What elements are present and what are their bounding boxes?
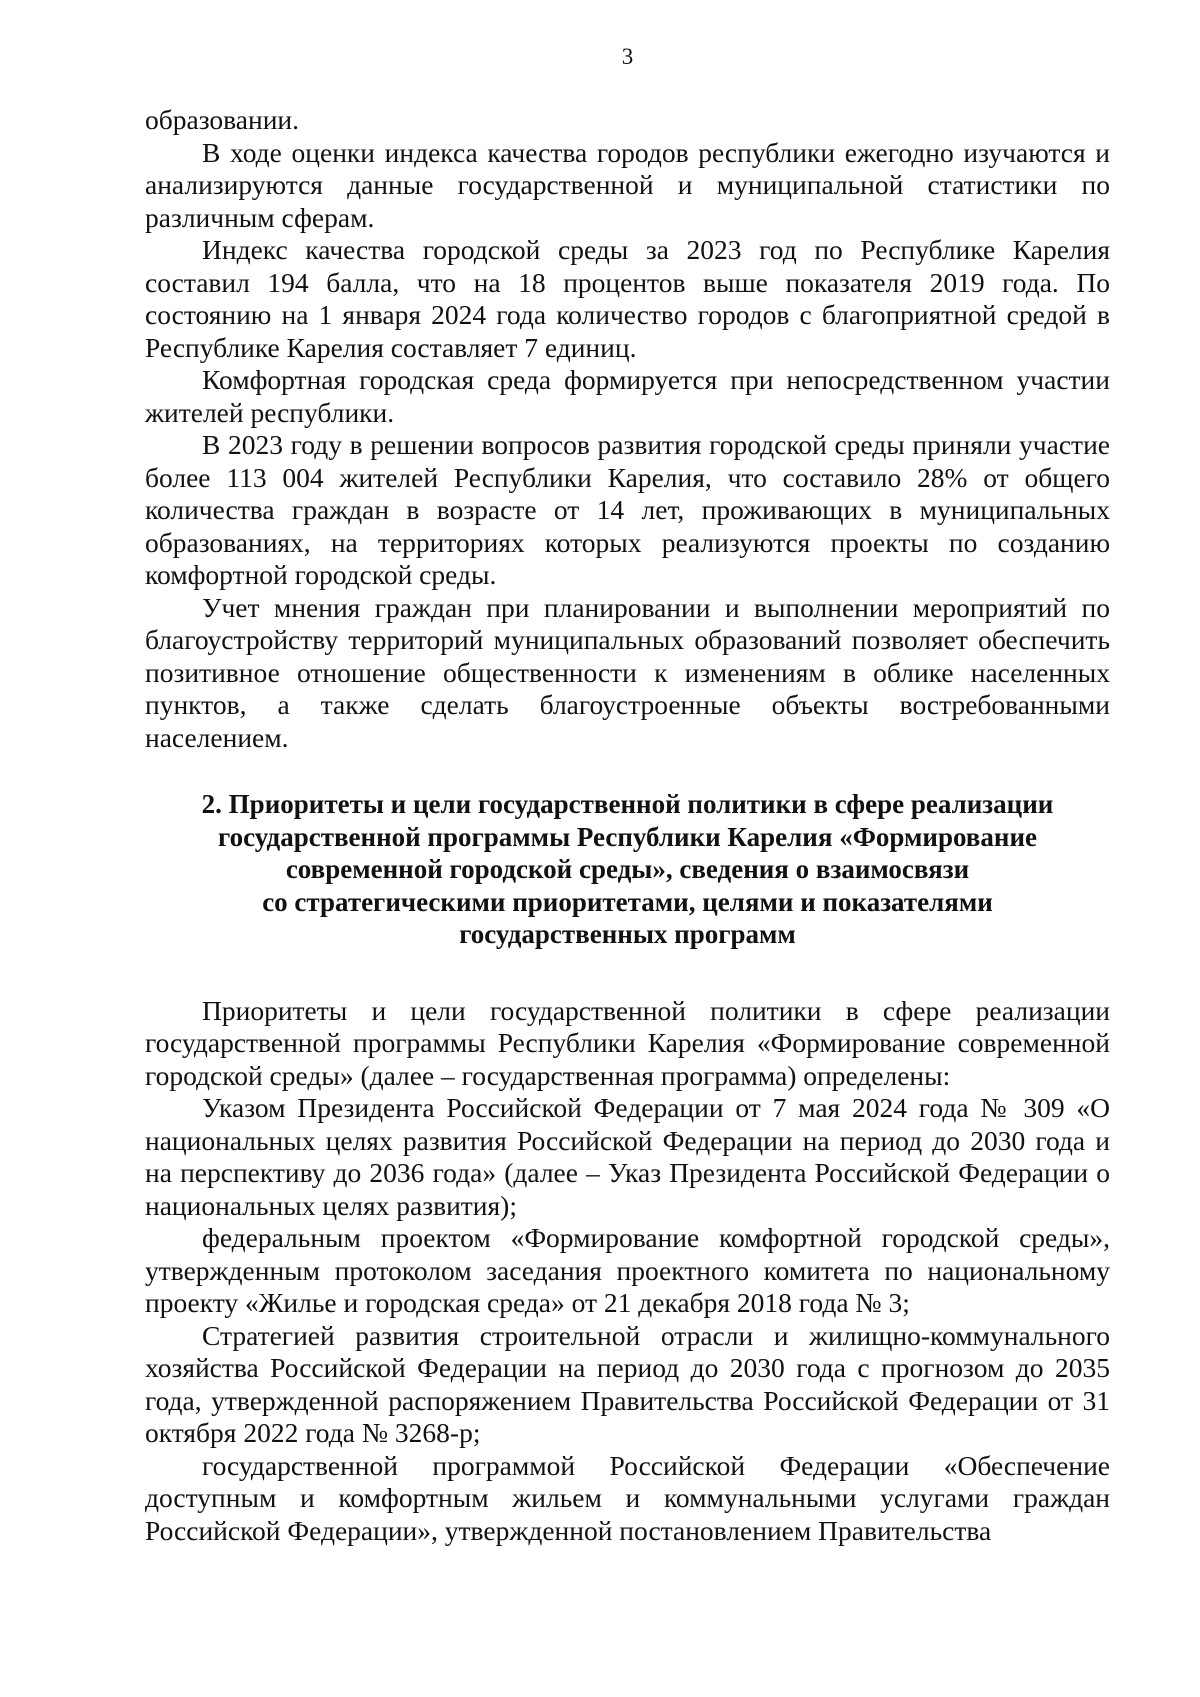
paragraph: Стратегией развития строительной отрасли и жилищно-коммунального хозяйства Российской Федерации на период до 2030 года с прогнозом до 2035 года, утвержденной распоряжением Правительства Российской Федерации от 31 октября 2022 года № 3268-р; [145,1319,1110,1448]
paragraph: Комфортная городская среда формируется при непосредственном участии жителей республики. [145,364,1110,428]
paragraph: образовании. [145,104,300,135]
section-heading-line: государственных программ [459,919,796,949]
page-number: 3 [621,44,634,69]
paragraph: Индекс качества городской среды за 2023 год по Республике Карелия составил 194 балла, что на 18 процентов выше показателя 2019 года. По состоянию на 1 января 2024 года количество городов с благоприятной средой в Республике Карелия составляет 7 единиц. [145,234,1110,363]
paragraph: государственной программой Российской Федерации «Обеспечение доступным и комфортным жильем и коммунальными услугами граждан Российской Федерации», утвержденной постановлением Правительства [145,1449,1110,1546]
paragraph: Приоритеты и цели государственной политики в сфере реализации государственной программы Республики Карелия «Формирование современной городской среды» (далее – государственная программа) определены: [145,994,1110,1091]
paragraph: В 2023 году в решении вопросов развития городской среды приняли участие более 113 004 жителей Республики Карелия, что составило 28% от общего количества граждан в возрасте от 14 лет, проживающих в муниципальных образованиях, на территориях которых реализуются проекты по созданию комфортной городской среды. [145,429,1110,590]
section-heading [145,788,1110,951]
section-heading-line: 2. Приоритеты и цели государственной политики в сфере реализации [201,789,1054,819]
paragraph: федеральным проектом «Формирование комфортной городской среды», утвержденным протоколом заседания проектного комитета по национальному проекту «Жилье и городская среда» от 21 декабря 2018 года № 3; [145,1222,1110,1318]
section-heading-line: со стратегическими приоритетами, целями и показателями [262,886,993,917]
paragraph: Указом Президента Российской Федерации от 7 мая 2024 года № 309 «О национальных целях развития Российской Федерации на период до 2030 года и на перспективу до 2036 года» (далее – Указ Президента Российской Федерации о национальных целях развития); [145,1092,1110,1221]
document-body [145,104,1110,1547]
section-heading-line: государственной программы Республики Карелия «Формирование [218,821,1037,852]
paragraph: Учет мнения граждан при планировании и выполнении мероприятий по благоустройству территорий муниципальных образований позволяет обеспечить позитивное отношение общественности к изменениям в облике населенных пунктов, а также сделать благоустроенные объекты востребованными населением. [145,591,1110,753]
paragraph: В ходе оценки индекса качества городов республики ежегодно изучаются и анализируются данные государственной и муниципальной статистики по различным сферам. [145,136,1110,233]
section-heading-line: современной городской среды», сведения о взаимосвязи [285,854,970,884]
section-body [145,995,1110,1548]
